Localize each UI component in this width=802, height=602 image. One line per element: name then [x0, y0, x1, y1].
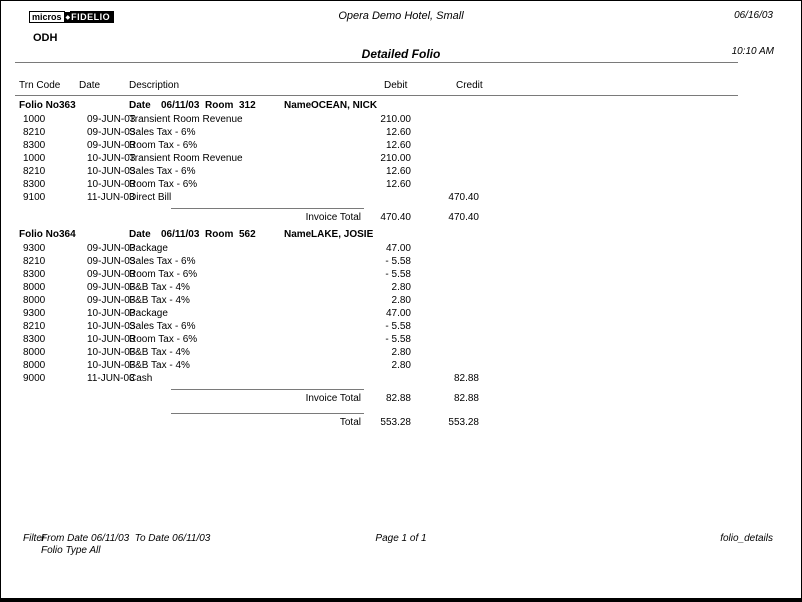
transaction-row — [1, 153, 801, 166]
trn-debit: - 5.58 — [385, 269, 411, 280]
grand-total-label: Total — [339, 417, 361, 428]
trn-description: Sales Tax - 6% — [129, 166, 196, 177]
invoice-total-debit: 470.40 — [380, 212, 411, 223]
transaction-row — [1, 256, 801, 269]
filter-label: Filter — [23, 533, 46, 544]
room-label: Room — [205, 229, 234, 240]
transaction-row — [1, 282, 801, 295]
col-header-trn-code: Trn Code — [19, 80, 61, 91]
folio-no-label: Folio No — [19, 229, 59, 240]
column-header-row — [1, 80, 801, 92]
guest-name-value: OCEAN, NICK — [311, 100, 378, 111]
trn-credit: 82.88 — [453, 373, 479, 384]
trn-code: 1000 — [23, 153, 46, 164]
col-header-debit: Debit — [384, 80, 408, 91]
filter-date-range: From Date 06/11/03 To Date 06/11/03 — [41, 533, 211, 544]
trn-debit: 12.60 — [385, 127, 411, 138]
trn-description: Direct Bill — [129, 192, 172, 203]
trn-description: Room Tax - 6% — [129, 179, 198, 190]
trn-description: Transient Room Revenue — [129, 153, 243, 164]
invoice-total-rule — [171, 208, 364, 209]
trn-code: 8210 — [23, 256, 46, 267]
transaction-row — [1, 347, 801, 360]
trn-date: 10-JUN-03 — [87, 321, 136, 332]
trn-code: 9300 — [23, 243, 46, 254]
trn-date: 10-JUN-03 — [87, 308, 136, 319]
room-value: 312 — [239, 100, 256, 111]
trn-date: 10-JUN-03 — [87, 179, 136, 190]
guest-name-value: LAKE, JOSIE — [311, 229, 374, 240]
invoice-total-debit: 82.88 — [385, 393, 411, 404]
trn-date: 09-JUN-03 — [87, 256, 136, 267]
grand-total-row — [1, 417, 801, 430]
room-value: 562 — [239, 229, 256, 240]
trn-debit: 47.00 — [385, 243, 411, 254]
transaction-row — [1, 140, 801, 153]
guest-name-label: Name — [284, 229, 312, 240]
folio-date-value: 06/11/03 — [161, 100, 200, 111]
folio-block — [1, 229, 801, 406]
col-header-date: Date — [79, 80, 101, 91]
trn-description: Room Tax - 6% — [129, 269, 198, 280]
page-number: Page 1 of 1 — [375, 533, 427, 544]
trn-date: 09-JUN-03 — [87, 282, 136, 293]
col-header-description: Description — [129, 80, 180, 91]
folio-header-row — [1, 229, 801, 243]
trn-date: 11-JUN-03 — [87, 192, 135, 203]
trn-date: 09-JUN-03 — [87, 140, 136, 151]
hotel-name: Opera Demo Hotel, Small — [338, 10, 464, 22]
folio-date-label: Date — [129, 229, 151, 240]
trn-date: 10-JUN-03 — [87, 153, 136, 164]
room-label: Room — [205, 100, 234, 111]
report-body — [1, 62, 801, 430]
folio-date-value: 06/11/03 — [161, 229, 200, 240]
report-date: 06/16/03 — [734, 10, 773, 21]
trn-code: 8300 — [23, 269, 46, 280]
trn-description: Sales Tax - 6% — [129, 127, 196, 138]
trn-date: 09-JUN-03 — [87, 295, 136, 306]
trn-description: F&B Tax - 4% — [129, 360, 190, 371]
folio-blocks — [1, 100, 801, 406]
invoice-total-row — [1, 393, 801, 406]
trn-date: 10-JUN-03 — [87, 347, 136, 358]
trn-debit: 210.00 — [380, 114, 411, 125]
trn-date: 10-JUN-03 — [87, 166, 136, 177]
trn-description: Cash — [129, 373, 153, 384]
trn-code: 1000 — [23, 114, 46, 125]
property-code: ODH — [33, 32, 58, 44]
trn-description: F&B Tax - 4% — [129, 347, 190, 358]
invoice-total-credit: 82.88 — [453, 393, 479, 404]
transaction-row — [1, 166, 801, 179]
trn-description: Package — [129, 243, 168, 254]
trn-date: 09-JUN-03 — [87, 269, 136, 280]
trn-date: 10-JUN-03 — [87, 360, 136, 371]
trn-code: 8210 — [23, 127, 46, 138]
trn-debit: 12.60 — [385, 166, 411, 177]
trn-code: 9000 — [23, 373, 46, 384]
folio-date-label: Date — [129, 100, 151, 111]
trn-debit: 210.00 — [380, 153, 411, 164]
col-header-credit: Credit — [456, 80, 483, 91]
trn-date: 10-JUN-03 — [87, 334, 136, 345]
trn-credit: 470.40 — [448, 192, 479, 203]
folio-header-row — [1, 100, 801, 114]
transaction-row — [1, 192, 801, 205]
invoice-total-label: Invoice Total — [305, 212, 361, 223]
transaction-row — [1, 308, 801, 321]
trn-debit: 12.60 — [385, 179, 411, 190]
transaction-row — [1, 179, 801, 192]
trn-code: 8300 — [23, 179, 46, 190]
trn-code: 9100 — [23, 192, 46, 203]
invoice-total-credit: 470.40 — [448, 212, 479, 223]
trn-description: Room Tax - 6% — [129, 140, 198, 151]
transaction-row — [1, 269, 801, 282]
report-id: folio_details — [720, 533, 773, 544]
header-bottom-rule — [15, 95, 738, 96]
trn-description: F&B Tax - 4% — [129, 282, 190, 293]
trn-code: 8000 — [23, 360, 46, 371]
invoice-total-rule — [171, 389, 364, 390]
trn-debit: 2.80 — [391, 360, 411, 371]
trn-description: Package — [129, 308, 168, 319]
folio-no-value: 364 — [59, 229, 76, 240]
trn-debit: 2.80 — [391, 347, 411, 358]
folio-block — [1, 100, 801, 225]
trn-date: 09-JUN-03 — [87, 243, 136, 254]
trn-code: 8000 — [23, 347, 46, 358]
transaction-row — [1, 243, 801, 256]
trn-date: 09-JUN-03 — [87, 127, 136, 138]
transaction-row — [1, 295, 801, 308]
trn-code: 8000 — [23, 282, 46, 293]
transaction-row — [1, 127, 801, 140]
transaction-row — [1, 334, 801, 347]
grand-total-credit: 553.28 — [448, 417, 479, 428]
logo-diamond-icon: ◆ — [65, 12, 71, 23]
transaction-row — [1, 373, 801, 386]
filter-folio-type: Folio Type All — [41, 545, 101, 556]
folio-no-label: Folio No — [19, 100, 59, 111]
guest-name-label: Name — [284, 100, 312, 111]
trn-description: Sales Tax - 6% — [129, 321, 196, 332]
trn-code: 8300 — [23, 140, 46, 151]
trn-debit: 2.80 — [391, 295, 411, 306]
trn-description: F&B Tax - 4% — [129, 295, 190, 306]
trn-date: 09-JUN-03 — [87, 114, 136, 125]
trn-code: 8000 — [23, 295, 46, 306]
invoice-total-row — [1, 212, 801, 225]
report-time: 10:10 AM — [731, 46, 774, 57]
trn-debit: - 5.58 — [385, 256, 411, 267]
trn-debit: 12.60 — [385, 140, 411, 151]
trn-code: 8210 — [23, 166, 46, 177]
invoice-total-label: Invoice Total — [305, 393, 361, 404]
trn-code: 9300 — [23, 308, 46, 319]
transaction-row — [1, 360, 801, 373]
page-title: Detailed Folio — [361, 47, 441, 61]
trn-debit: - 5.58 — [385, 334, 411, 345]
transaction-row — [1, 114, 801, 127]
trn-description: Transient Room Revenue — [129, 114, 243, 125]
trn-code: 8210 — [23, 321, 46, 332]
logo-micros-text: micros — [29, 11, 65, 23]
folio-no-value: 363 — [59, 100, 76, 111]
trn-code: 8300 — [23, 334, 46, 345]
trn-description: Sales Tax - 6% — [129, 256, 196, 267]
transaction-row — [1, 321, 801, 334]
grand-total-rule — [171, 413, 364, 414]
header-top-rule — [15, 62, 738, 63]
grand-total-debit: 553.28 — [380, 417, 411, 428]
trn-debit: 47.00 — [385, 308, 411, 319]
trn-debit: 2.80 — [391, 282, 411, 293]
trn-date: 11-JUN-03 — [87, 373, 135, 384]
trn-description: Room Tax - 6% — [129, 334, 198, 345]
logo-fidelio-text: FIDELIO — [70, 11, 114, 23]
trn-debit: - 5.58 — [385, 321, 411, 332]
